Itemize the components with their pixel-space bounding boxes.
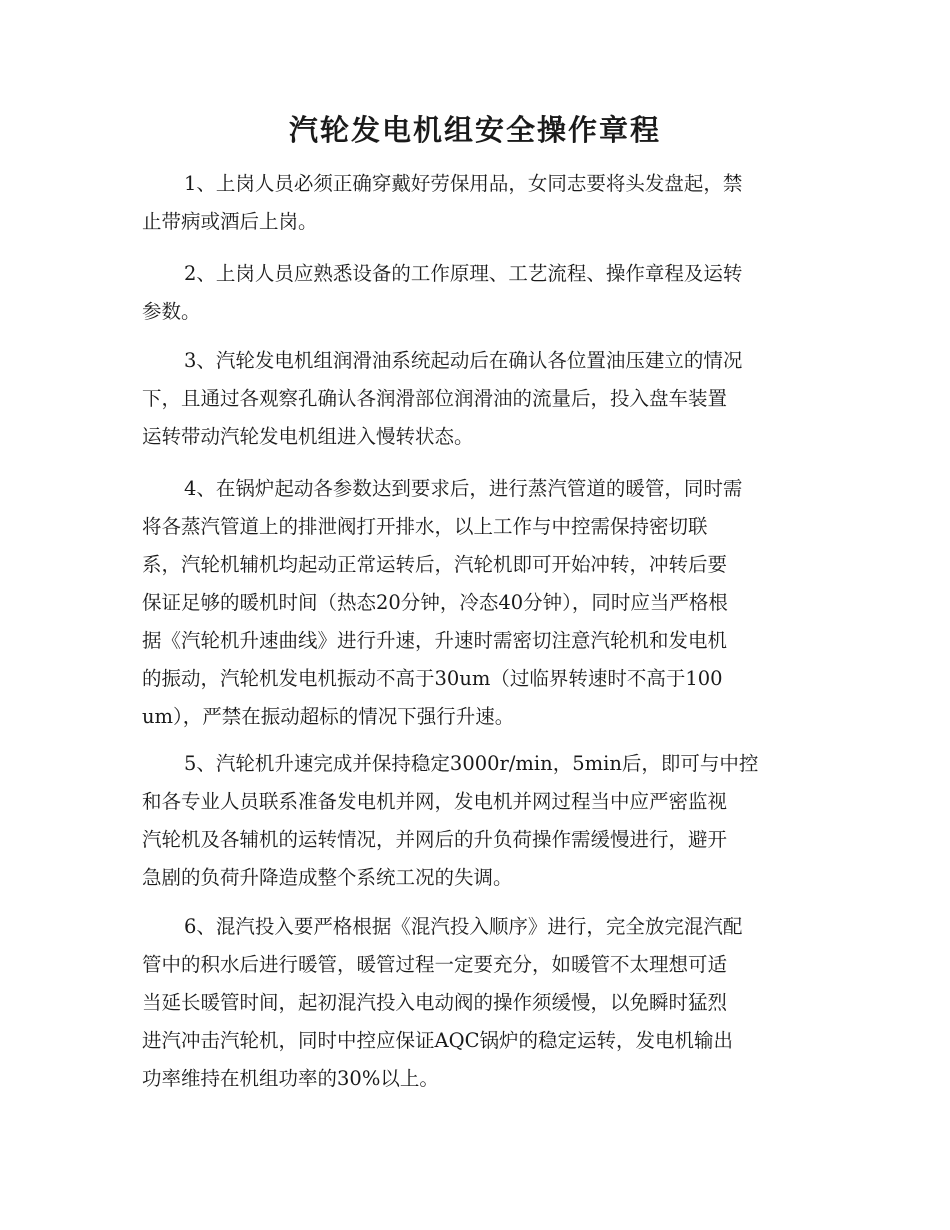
paragraph-line: 5、汽轮机升速完成并保持稳定3000r/min，5min后，即可与中控 bbox=[184, 752, 759, 775]
paragraph-line: 急剧的负荷升降造成整个系统工况的失调。 bbox=[142, 866, 513, 889]
paragraph-5 bbox=[142, 745, 810, 897]
paragraph-line: 1、上岗人员必须正确穿戴好劳保用品，女同志要将头发盘起，禁 bbox=[184, 172, 743, 195]
paragraph-line: 管中的积水后进行暖管，暖管过程一定要充分，如暖管不太理想可适 bbox=[142, 953, 728, 976]
paragraph-line: 止带病或酒后上岗。 bbox=[142, 210, 318, 233]
paragraph-line: 下，且通过各观察孔确认各润滑部位润滑油的流量后，投入盘车装置 bbox=[142, 387, 728, 410]
paragraph-line: 据《汽轮机升速曲线》进行升速，升速时需密切注意汽轮机和发电机 bbox=[142, 629, 728, 652]
paragraph-3 bbox=[142, 342, 810, 456]
paragraph-line: 6、混汽投入要严格根据《混汽投入顺序》进行，完全放完混汽配 bbox=[184, 915, 743, 938]
paragraph-6 bbox=[142, 908, 810, 1098]
paragraph-line: 参数。 bbox=[142, 300, 201, 323]
paragraph-line: 进汽冲击汽轮机，同时中控应保证AQC锅炉的稳定运转，发电机输出 bbox=[142, 1029, 733, 1052]
paragraph-line: 3、汽轮发电机组润滑油系统起动后在确认各位置油压建立的情况 bbox=[184, 349, 743, 372]
paragraph-line: 和各专业人员联系准备发电机并网，发电机并网过程当中应严密监视 bbox=[142, 790, 728, 813]
paragraph-2 bbox=[142, 255, 810, 331]
paragraph-line: um），严禁在振动超标的情况下强行升速。 bbox=[142, 705, 515, 728]
paragraph-1 bbox=[142, 165, 810, 241]
paragraph-line: 功率维持在机组功率的30%以上。 bbox=[142, 1067, 439, 1090]
paragraph-line: 2、上岗人员应熟悉设备的工作原理、工艺流程、操作章程及运转 bbox=[184, 262, 743, 285]
paragraph-line: 运转带动汽轮发电机组进入慢转状态。 bbox=[142, 425, 474, 448]
paragraph-line: 汽轮机及各辅机的运转情况，并网后的升负荷操作需缓慢进行，避开 bbox=[142, 828, 728, 851]
paragraph-line: 4、在锅炉起动各参数达到要求后，进行蒸汽管道的暖管，同时需 bbox=[184, 477, 743, 500]
paragraph-line: 系，汽轮机辅机均起动正常运转后，汽轮机即可开始冲转，冲转后要 bbox=[142, 553, 728, 576]
paragraph-4 bbox=[142, 470, 810, 736]
paragraph-line: 将各蒸汽管道上的排泄阀打开排水，以上工作与中控需保持密切联 bbox=[142, 515, 708, 538]
paragraph-line: 当延长暖管时间，起初混汽投入电动阀的操作须缓慢，以免瞬时猛烈 bbox=[142, 991, 728, 1014]
paragraph-line: 保证足够的暖机时间（热态20分钟，冷态40分钟），同时应当严格根 bbox=[142, 591, 728, 614]
paragraph-line: 的振动，汽轮机发电机振动不高于30um（过临界转速时不高于100 bbox=[142, 667, 723, 690]
document-title: 汽轮发电机组安全操作章程 bbox=[288, 113, 661, 147]
